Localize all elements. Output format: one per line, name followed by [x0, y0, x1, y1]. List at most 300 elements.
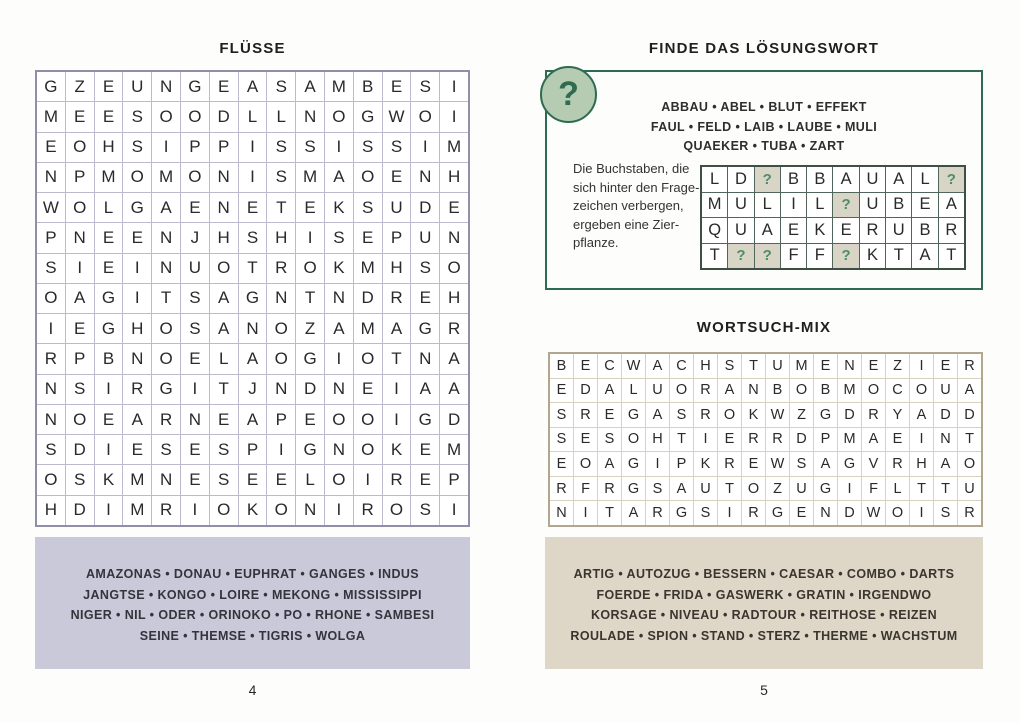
letter-cell: E	[210, 72, 238, 101]
letter-cell: J	[181, 223, 209, 252]
letter-cell: A	[440, 375, 468, 404]
letter-cell: A	[325, 314, 353, 343]
letter-cell: N	[325, 375, 353, 404]
letter-cell: I	[239, 133, 267, 162]
letter-cell: T	[718, 477, 741, 501]
letter-cell: O	[123, 163, 151, 192]
letter-cell: L	[296, 465, 324, 494]
letter-cell: S	[123, 133, 151, 162]
letter-cell: S	[790, 452, 813, 476]
letter-cell: U	[790, 477, 813, 501]
letter-cell: G	[622, 477, 645, 501]
letter-cell: A	[152, 193, 180, 222]
letter-cell: N	[152, 465, 180, 494]
letter-cell: N	[411, 163, 439, 192]
letter-cell: S	[550, 403, 573, 427]
letter-cell: O	[886, 501, 909, 525]
question-cell: ?	[728, 244, 753, 269]
letter-cell: G	[296, 435, 324, 464]
letter-cell: U	[123, 72, 151, 101]
letter-cell: W	[766, 403, 789, 427]
letter-cell: Z	[790, 403, 813, 427]
letter-cell: A	[239, 405, 267, 434]
letter-cell: O	[66, 405, 94, 434]
letter-cell: B	[886, 193, 911, 218]
letter-cell: E	[574, 428, 597, 452]
word-search-grid-fluesse	[35, 70, 470, 527]
letter-cell: L	[622, 379, 645, 403]
letter-cell: E	[354, 223, 382, 252]
letter-cell: A	[814, 452, 837, 476]
letter-cell: O	[910, 379, 933, 403]
letter-cell: U	[181, 254, 209, 283]
letter-cell: R	[354, 496, 382, 525]
question-cell: ?	[755, 167, 780, 192]
letter-cell: A	[598, 379, 621, 403]
text-line: ROULADE • SPION • STAND • STERZ • THERME • WACHSTUM	[570, 628, 958, 643]
letter-cell: W	[383, 102, 411, 131]
letter-cell: S	[325, 223, 353, 252]
letter-cell: M	[702, 193, 727, 218]
letter-cell: H	[694, 354, 717, 378]
letter-cell: S	[267, 72, 295, 101]
letter-cell: N	[267, 375, 295, 404]
letter-cell: L	[702, 167, 727, 192]
letter-cell: R	[646, 501, 669, 525]
letter-cell: M	[152, 163, 180, 192]
letter-cell: A	[123, 405, 151, 434]
letter-cell: T	[296, 284, 324, 313]
letter-cell: O	[622, 428, 645, 452]
letter-cell: S	[123, 102, 151, 131]
letter-cell: I	[411, 133, 439, 162]
letter-cell: R	[574, 403, 597, 427]
letter-cell: I	[66, 254, 94, 283]
text-line: FOERDE • FRIDA • GASWERK • GRATIN • IRGENDWO	[596, 587, 932, 602]
letter-cell: K	[694, 452, 717, 476]
letter-cell: Z	[886, 354, 909, 378]
letter-cell: R	[742, 428, 765, 452]
letter-cell: N	[934, 428, 957, 452]
letter-cell: U	[860, 193, 885, 218]
letter-cell: N	[181, 405, 209, 434]
text-line: NIGER • NIL • ODER • ORINOKO • PO • RHONE • SAMBESI	[70, 608, 435, 622]
text-line: pflanze.	[573, 235, 619, 250]
letter-cell: S	[694, 501, 717, 525]
text-line: SEINE • THEMSE • TIGRIS • WOLGA	[139, 628, 366, 643]
letter-cell: E	[95, 223, 123, 252]
letter-cell: O	[383, 496, 411, 525]
letter-cell: O	[354, 435, 382, 464]
letter-cell: I	[123, 284, 151, 313]
letter-cell: S	[37, 435, 65, 464]
letter-cell: I	[694, 428, 717, 452]
text-line: ABBAU • ABEL • BLUT • EFFEKT	[661, 100, 867, 114]
letter-cell: B	[814, 379, 837, 403]
letter-cell: E	[296, 193, 324, 222]
question-cell: ?	[755, 244, 780, 269]
letter-cell: R	[694, 379, 717, 403]
letter-cell: I	[383, 375, 411, 404]
letter-cell: I	[838, 477, 861, 501]
letter-cell: A	[296, 72, 324, 101]
letter-cell: M	[325, 72, 353, 101]
letter-cell: I	[181, 375, 209, 404]
letter-cell: S	[934, 501, 957, 525]
letter-cell: A	[622, 501, 645, 525]
letter-cell: L	[755, 193, 780, 218]
letter-cell: G	[814, 477, 837, 501]
letter-cell: D	[838, 501, 861, 525]
letter-cell: A	[910, 403, 933, 427]
letter-cell: N	[152, 223, 180, 252]
letter-cell: E	[354, 375, 382, 404]
letter-cell: S	[267, 133, 295, 162]
letter-cell: H	[267, 223, 295, 252]
letter-cell: O	[152, 314, 180, 343]
letter-cell: A	[210, 314, 238, 343]
letter-cell: Q	[702, 218, 727, 243]
letter-cell: B	[781, 167, 806, 192]
letter-cell: S	[670, 403, 693, 427]
letter-cell: U	[694, 477, 717, 501]
letter-cell: Y	[886, 403, 909, 427]
letter-cell: U	[411, 223, 439, 252]
letter-cell: S	[239, 223, 267, 252]
letter-cell: M	[354, 254, 382, 283]
letter-cell: P	[66, 344, 94, 373]
letter-cell: E	[912, 193, 937, 218]
letter-cell: I	[325, 496, 353, 525]
letter-cell: G	[622, 403, 645, 427]
question-cell: ?	[939, 167, 964, 192]
solution-grid-wrap	[700, 165, 966, 270]
letter-cell: R	[742, 501, 765, 525]
letter-cell: U	[886, 218, 911, 243]
question-cell: ?	[833, 193, 858, 218]
letter-cell: O	[354, 405, 382, 434]
word-list-box-mix	[545, 537, 983, 669]
letter-cell: E	[833, 218, 858, 243]
letter-cell: I	[646, 452, 669, 476]
letter-cell: P	[383, 223, 411, 252]
letter-cell: M	[123, 465, 151, 494]
letter-cell: O	[742, 477, 765, 501]
letter-cell: Z	[66, 72, 94, 101]
letter-cell: R	[886, 452, 909, 476]
letter-cell: E	[181, 344, 209, 373]
letter-cell: A	[958, 379, 981, 403]
letter-cell: O	[152, 344, 180, 373]
letter-cell: K	[95, 465, 123, 494]
letter-cell: G	[411, 405, 439, 434]
letter-cell: S	[411, 72, 439, 101]
letter-cell: G	[814, 403, 837, 427]
letter-cell: H	[383, 254, 411, 283]
letter-cell: M	[838, 379, 861, 403]
letter-cell: T	[939, 244, 964, 269]
letter-cell: L	[807, 193, 832, 218]
letter-cell: M	[95, 163, 123, 192]
letter-cell: S	[354, 133, 382, 162]
letter-cell: H	[440, 163, 468, 192]
letter-cell: O	[267, 344, 295, 373]
letter-cell: F	[781, 244, 806, 269]
letter-cell: I	[354, 465, 382, 494]
letter-cell: U	[728, 218, 753, 243]
letter-cell: A	[670, 477, 693, 501]
letter-cell: H	[910, 452, 933, 476]
letter-cell: A	[886, 167, 911, 192]
letter-cell: A	[862, 428, 885, 452]
letter-cell: G	[37, 72, 65, 101]
letter-cell: S	[267, 163, 295, 192]
letter-cell: T	[239, 254, 267, 283]
letter-cell: I	[325, 344, 353, 373]
letter-cell: E	[123, 435, 151, 464]
letter-cell: G	[95, 314, 123, 343]
letter-cell: G	[181, 72, 209, 101]
letter-cell: E	[66, 102, 94, 131]
letter-cell: N	[550, 501, 573, 525]
letter-cell: M	[790, 354, 813, 378]
letter-cell: A	[598, 452, 621, 476]
letter-cell: S	[383, 133, 411, 162]
letter-cell: S	[152, 435, 180, 464]
letter-cell: G	[239, 284, 267, 313]
letter-cell: K	[325, 193, 353, 222]
letter-cell: I	[910, 428, 933, 452]
letter-cell: H	[123, 314, 151, 343]
letter-cell: K	[807, 218, 832, 243]
letter-cell: I	[910, 501, 933, 525]
letter-cell: I	[239, 163, 267, 192]
letter-cell: E	[781, 218, 806, 243]
letter-cell: R	[694, 403, 717, 427]
letter-cell: C	[598, 354, 621, 378]
letter-cell: U	[934, 379, 957, 403]
letter-cell: E	[862, 354, 885, 378]
letter-cell: E	[886, 428, 909, 452]
letter-cell: U	[766, 354, 789, 378]
letter-cell: W	[622, 354, 645, 378]
letter-cell: E	[383, 72, 411, 101]
letter-cell: O	[66, 133, 94, 162]
letter-cell: O	[354, 344, 382, 373]
letter-cell: T	[383, 344, 411, 373]
letter-cell: B	[807, 167, 832, 192]
letter-cell: S	[66, 375, 94, 404]
letter-cell: P	[440, 465, 468, 494]
letter-cell: O	[267, 496, 295, 525]
letter-cell: E	[718, 428, 741, 452]
letter-cell: T	[702, 244, 727, 269]
letter-cell: T	[886, 244, 911, 269]
letter-cell: O	[670, 379, 693, 403]
letter-cell: A	[239, 344, 267, 373]
letter-cell: E	[66, 314, 94, 343]
letter-cell: N	[152, 72, 180, 101]
letter-cell: E	[383, 163, 411, 192]
letter-cell: O	[181, 102, 209, 131]
letter-cell: O	[37, 284, 65, 313]
letter-cell: D	[958, 403, 981, 427]
letter-cell: N	[296, 496, 324, 525]
letter-cell: A	[646, 354, 669, 378]
text-line: Die Buchstaben, die	[573, 161, 690, 176]
letter-cell: E	[267, 465, 295, 494]
letter-cell: T	[742, 354, 765, 378]
letter-cell: S	[66, 465, 94, 494]
letter-cell: O	[210, 254, 238, 283]
letter-cell: M	[838, 428, 861, 452]
letter-cell: D	[66, 496, 94, 525]
letter-cell: N	[814, 501, 837, 525]
letter-cell: S	[210, 435, 238, 464]
letter-cell: A	[718, 379, 741, 403]
letter-cell: P	[37, 223, 65, 252]
letter-cell: L	[239, 102, 267, 131]
letter-cell: O	[718, 403, 741, 427]
letter-cell: A	[239, 72, 267, 101]
letter-cell: O	[296, 254, 324, 283]
letter-cell: M	[296, 163, 324, 192]
letter-cell: S	[296, 133, 324, 162]
letter-cell: R	[123, 375, 151, 404]
letter-cell: H	[37, 496, 65, 525]
letter-cell: Z	[296, 314, 324, 343]
letter-cell: A	[411, 375, 439, 404]
letter-cell: I	[95, 435, 123, 464]
letter-cell: R	[550, 477, 573, 501]
letter-cell: R	[37, 344, 65, 373]
letter-cell: R	[958, 501, 981, 525]
letter-cell: O	[354, 163, 382, 192]
letter-cell: I	[37, 314, 65, 343]
letter-cell: S	[646, 477, 669, 501]
letter-cell: H	[440, 284, 468, 313]
text-line: sich hinter den Frage-	[573, 179, 700, 195]
letter-cell: S	[598, 428, 621, 452]
letter-cell: L	[95, 193, 123, 222]
page-number-right: 5	[760, 682, 768, 698]
letter-cell: O	[152, 102, 180, 131]
letter-cell: T	[267, 193, 295, 222]
word-list-box-fluesse	[35, 537, 470, 669]
letter-cell: N	[66, 223, 94, 252]
letter-cell: I	[574, 501, 597, 525]
letter-cell: D	[354, 284, 382, 313]
letter-cell: G	[354, 102, 382, 131]
letter-cell: G	[838, 452, 861, 476]
letter-cell: A	[440, 344, 468, 373]
letter-cell: O	[440, 254, 468, 283]
letter-cell: N	[296, 102, 324, 131]
text-line: QUAEKER • TUBA • ZART	[683, 139, 845, 153]
letter-cell: S	[411, 496, 439, 525]
letter-cell: R	[718, 452, 741, 476]
letter-cell: C	[886, 379, 909, 403]
letter-cell: U	[958, 477, 981, 501]
letter-cell: S	[181, 284, 209, 313]
letter-cell: O	[210, 496, 238, 525]
letter-cell: E	[95, 254, 123, 283]
letter-cell: E	[181, 435, 209, 464]
letter-cell: E	[181, 465, 209, 494]
letter-cell: G	[296, 344, 324, 373]
page-title-wortsuch-mix: WORTSUCH-MIX	[696, 319, 832, 336]
text-line: JANGTSE • KONGO • LOIRE • MEKONG • MISSISSIPPI	[83, 587, 422, 602]
letter-cell: D	[934, 403, 957, 427]
letter-cell: I	[267, 435, 295, 464]
letter-cell: B	[912, 218, 937, 243]
letter-cell: A	[912, 244, 937, 269]
letter-cell: E	[123, 223, 151, 252]
letter-cell: N	[440, 223, 468, 252]
letter-cell: S	[37, 254, 65, 283]
page-title-loesungswort: FINDE DAS LÖSUNGSWORT	[648, 40, 880, 57]
letter-cell: S	[354, 193, 382, 222]
text-line: ergeben eine Zier-	[573, 216, 680, 232]
text-line: KORSAGE • NIVEAU • RADTOUR • REITHOSE • REIZEN	[590, 608, 938, 622]
letter-cell: N	[239, 314, 267, 343]
letter-cell: E	[95, 405, 123, 434]
letter-cell: N	[37, 405, 65, 434]
letter-cell: R	[958, 354, 981, 378]
letter-cell: G	[95, 284, 123, 313]
letter-cell: R	[598, 477, 621, 501]
letter-cell: A	[646, 403, 669, 427]
question-mark-icon	[540, 66, 597, 123]
letter-cell: T	[152, 284, 180, 313]
letter-cell: I	[440, 496, 468, 525]
letter-cell: A	[934, 452, 957, 476]
letter-cell: U	[646, 379, 669, 403]
text-line: ARTIG • AUTOZUG • BESSERN • CAESAR • COMBO • DARTS	[573, 567, 955, 581]
letter-cell: A	[210, 284, 238, 313]
question-cell: ?	[833, 244, 858, 269]
letter-cell: E	[411, 284, 439, 313]
letter-cell: N	[742, 379, 765, 403]
letter-cell: P	[814, 428, 837, 452]
letter-cell: M	[440, 133, 468, 162]
letter-cell: D	[411, 193, 439, 222]
letter-cell: S	[411, 254, 439, 283]
letter-cell: E	[239, 193, 267, 222]
letter-cell: E	[790, 501, 813, 525]
text-line: FAUL • FELD • LAIB • LAUBE • MULI	[650, 119, 878, 134]
letter-cell: O	[574, 452, 597, 476]
letter-cell: N	[37, 163, 65, 192]
letter-cell: A	[833, 167, 858, 192]
letter-cell: B	[766, 379, 789, 403]
letter-cell: I	[910, 354, 933, 378]
letter-cell: R	[862, 403, 885, 427]
letter-cell: D	[728, 167, 753, 192]
letter-cell: E	[440, 193, 468, 222]
letter-cell: D	[66, 435, 94, 464]
letter-cell: D	[574, 379, 597, 403]
letter-cell: O	[37, 465, 65, 494]
letter-cell: I	[383, 405, 411, 434]
letter-cell: H	[210, 223, 238, 252]
question-mark-glyph: ?	[558, 75, 579, 113]
letter-cell: R	[383, 284, 411, 313]
letter-cell: E	[934, 354, 957, 378]
letter-cell: O	[66, 193, 94, 222]
letter-cell: E	[296, 405, 324, 434]
letter-cell: U	[383, 193, 411, 222]
